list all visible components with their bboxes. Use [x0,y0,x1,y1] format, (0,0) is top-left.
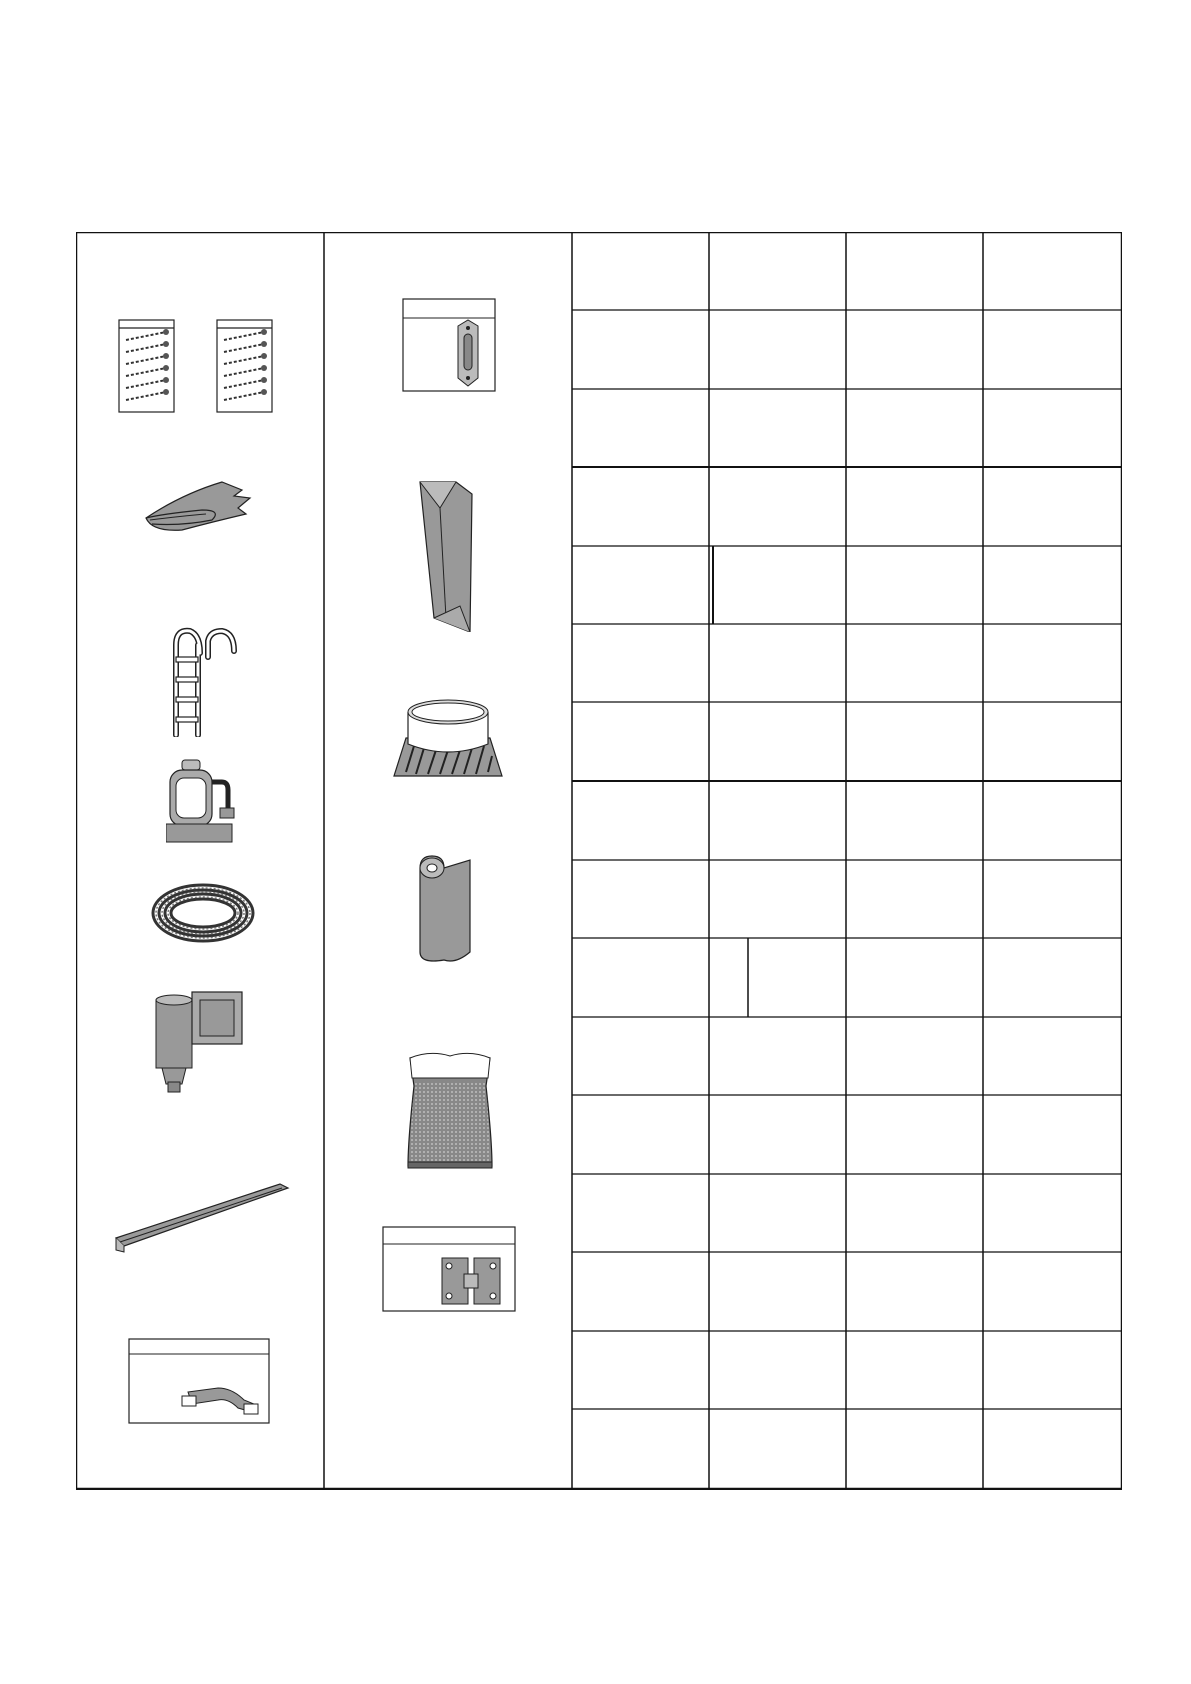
tall-bag-icon [416,478,476,632]
sand-filter-pump-icon [166,758,238,844]
pool-on-mat-icon [392,698,504,778]
pool-ladder-icon [166,627,238,737]
hinge-pack-icon [382,1226,516,1312]
fabric-roll-icon [142,474,254,532]
table-grid [76,232,1122,1490]
parts-table [76,232,1122,1490]
skimmer-icon [152,990,244,1094]
rail-profile-icon [114,1180,290,1254]
screw-packs-icon [116,318,286,414]
corner-connector-pack-icon [128,1338,270,1424]
coiled-hose-icon [150,880,256,946]
plate-pack-icon [402,298,496,392]
filter-sand-bag-icon [406,1050,494,1172]
liner-roll-icon [416,852,474,964]
